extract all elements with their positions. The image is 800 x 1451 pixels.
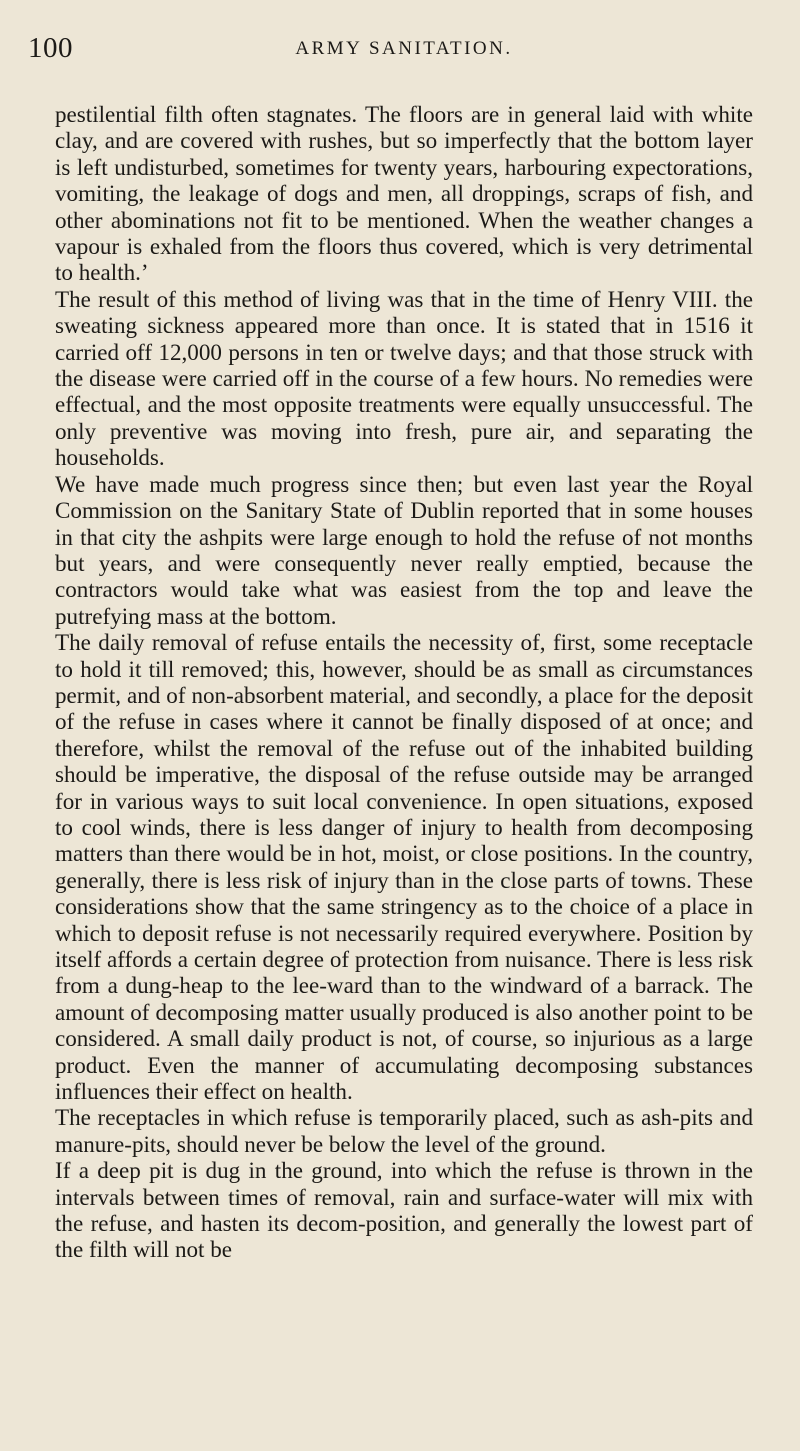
- paragraph: If a deep pit is dug in the ground, into which the refuse is thrown in the intervals between times of removal, rain and surface-water will mix with the refuse, and hasten its decom-position, and generally the lowest part of the filth will not be: [55, 1157, 753, 1263]
- paragraph: The daily removal of refuse entails the necessity of, first, some receptacle to hold it till removed; this, however, should be as small as circumstances permit, and of non-absorbent material, and secondly, a place for the deposit of the refuse in cases where it cannot be finally disposed of at once; and therefore, whilst the removal of the refuse out of the inhabited building should be imperative, the disposal of the refuse outside may be arranged for in various ways to suit local convenience. In open situations, exposed to cool winds, there is less danger of injury to health from decomposing matters than there would be in hot, moist, or close positions. In the country, generally, there is less risk of injury than in the close parts of towns. These considerations show that the same stringency as to the choice of a place in which to deposit refuse is not necessarily required everywhere. Position by itself affords a certain degree of protection from nuisance. There is less risk from a dung-heap to the lee-ward than to the windward of a barrack. The amount of decomposing matter usually produced is also another point to be considered. A small daily product is not, of course, so injurious as a large product. Even the manner of accumulating decomposing substances influences their effect on health.: [55, 629, 753, 1105]
- body-text: [55, 101, 753, 1263]
- paragraph: The result of this method of living was that in the time of Henry VIII. the sweating sickness appeared more than once. It is stated that in 1516 it carried off 12,000 persons in ten or twelve days; and that those struck with the disease were carried off in the course of a few hours. No remedies were effectual, and the most opposite treatments were equally unsuccessful. The only preventive was moving into fresh, pure air, and separating the households.: [55, 285, 753, 471]
- page-number: 100: [28, 32, 73, 64]
- paragraph: pestilential filth often stagnates. The floors are in general laid with white clay, and are covered with rushes, but so imperfectly that the bottom layer is left undisturbed, sometimes for twenty years, harbouring expectorations, vomiting, the leakage of dogs and men, all droppings, scraps of fish, and other abominations not fit to be mentioned. When the weather changes a vapour is exhaled from the floors thus covered, which is very detrimental to health.’: [55, 101, 753, 286]
- running-head: ARMY SANITATION.: [295, 38, 513, 59]
- page-header: [28, 32, 740, 72]
- paragraph: The receptacles in which refuse is temporarily placed, such as ash-pits and manure-pits, should never be below the level of the ground.: [55, 1104, 753, 1157]
- paragraph: We have made much progress since then; but even last year the Royal Commission on the Sanitary State of Dublin reported that in some houses in that city the ashpits were large enough to hold the refuse of not months but years, and were consequently never really emptied, because the contractors would take what was easiest from the top and leave the putrefying mass at the bottom.: [55, 470, 753, 629]
